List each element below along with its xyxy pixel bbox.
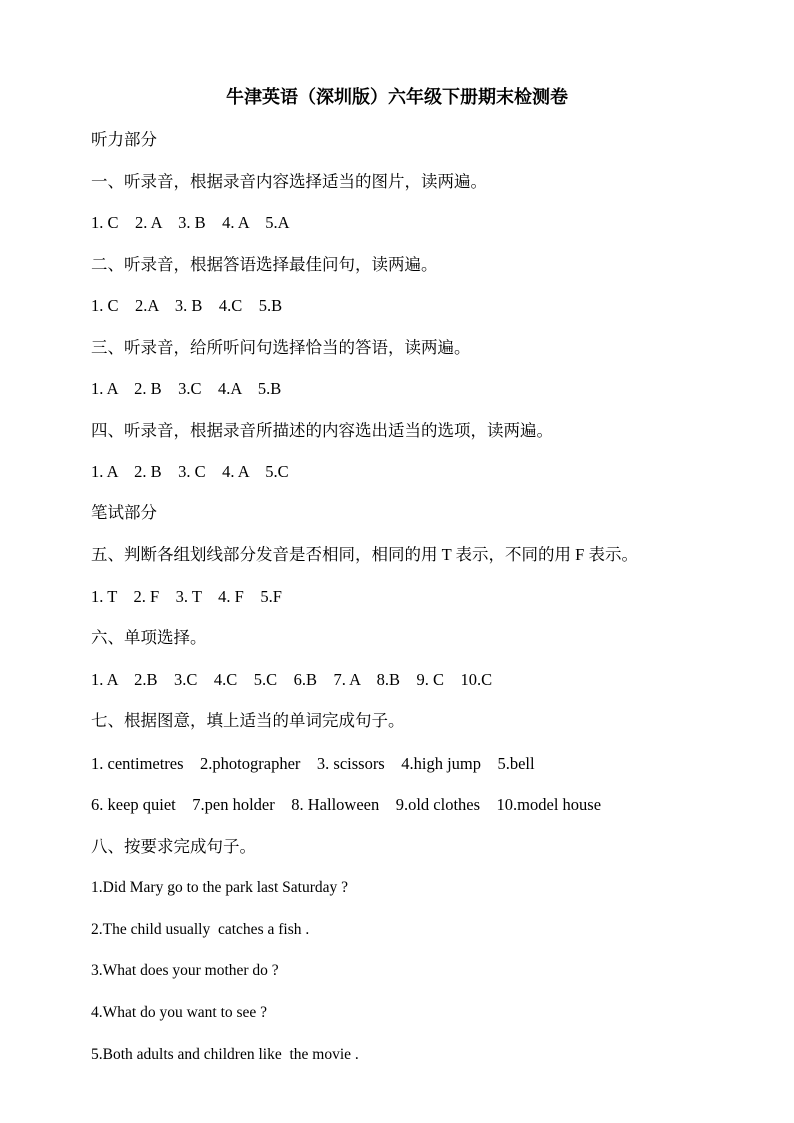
section8-answer-4: 4.What do you want to see ? — [91, 1004, 268, 1021]
section5-answers: 1. T 2. F 3. T 4. F 5.F — [91, 587, 282, 606]
section5-heading: 五、判断各组划线部分发音是否相同，相同的用 T 表示，不同的用 F 表示。 — [91, 545, 638, 564]
listening-heading: 听力部分 — [91, 130, 157, 149]
section6-answers: 1. A 2.B 3.C 4.C 5.C 6.B 7. A 8.B 9. C 10.C — [91, 670, 493, 689]
section2-heading: 二、听录音，根据答语选择最佳问句，读两遍。 — [91, 255, 438, 274]
section1-answers: 1. C 2. A 3. B 4. A 5.A — [91, 213, 290, 232]
writing-heading: 笔试部分 — [91, 503, 157, 522]
section3-heading: 三、听录音，给所听问句选择恰当的答语，读两遍。 — [91, 338, 471, 357]
section4-heading: 四、听录音，根据录音所描述的内容选出适当的选项，读两遍。 — [91, 421, 553, 440]
section2-answers: 1. C 2.A 3. B 4.C 5.B — [91, 296, 283, 315]
section8-answer-5: 5.Both adults and children like the movie . — [91, 1046, 359, 1063]
section8-answer-1: 1.Did Mary go to the park last Saturday ? — [91, 879, 348, 896]
section8-answer-2: 2.The child usually catches a fish . — [91, 921, 310, 938]
section1-heading: 一、听录音，根据录音内容选择适当的图片，读两遍。 — [91, 172, 487, 191]
section8-answer-3: 3.What does your mother do ? — [91, 962, 279, 979]
section6-heading: 六、单项选择。 — [91, 628, 207, 647]
section7-answers-line1: 1. centimetres 2.photographer 3. scissors 4.high jump 5.bell — [91, 754, 535, 773]
section3-answers: 1. A 2. B 3.C 4.A 5.B — [91, 379, 282, 398]
section7-heading: 七、根据图意，填上适当的单词完成句子。 — [91, 711, 405, 730]
section7-answers-line2: 6. keep quiet 7.pen holder 8. Halloween 9.old clothes 10.model house — [91, 795, 602, 814]
document-title: 牛津英语（深圳版）六年级下册期末检测卷 — [226, 87, 568, 107]
section4-answers: 1. A 2. B 3. C 4. A 5.C — [91, 462, 289, 481]
section8-heading: 八、按要求完成句子。 — [91, 837, 256, 856]
